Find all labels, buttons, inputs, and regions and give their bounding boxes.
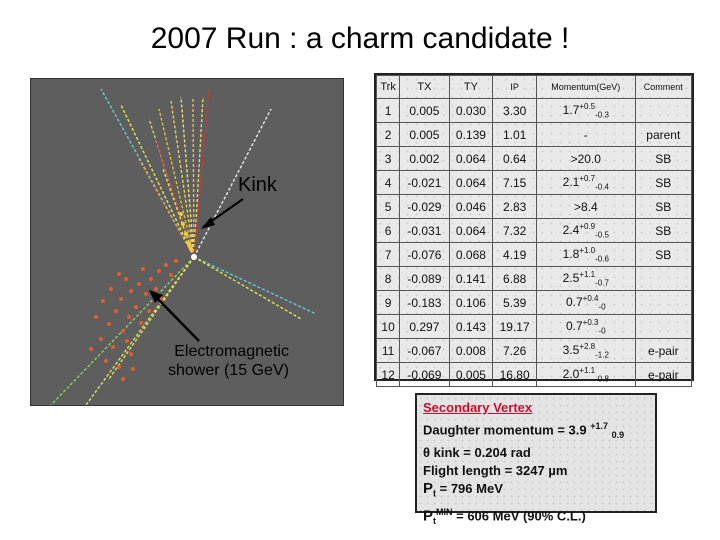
kink-label: Kink bbox=[238, 174, 277, 196]
cell-trk: 3 bbox=[377, 147, 400, 171]
momentum-value: >8.4 bbox=[573, 199, 598, 214]
ptmin-value: = 606 MeV (90% C.L.) bbox=[452, 507, 586, 523]
cell-tx: -0.067 bbox=[400, 339, 449, 363]
momentum-err-down: -0.8 bbox=[595, 374, 609, 384]
header-tx: TX bbox=[400, 76, 449, 99]
vertex-theta: θ kink = 0.204 rad bbox=[423, 444, 531, 460]
cell-comment: SB bbox=[635, 147, 691, 171]
ptmin-label: P bbox=[423, 506, 434, 524]
cell-comment bbox=[635, 99, 691, 123]
cell-ip: 2.83 bbox=[493, 195, 537, 219]
cell-trk: 8 bbox=[377, 267, 400, 291]
table-header-row bbox=[377, 76, 692, 99]
em-shower-label-line1: Electromagnetic bbox=[174, 343, 289, 360]
cell-ty: 0.068 bbox=[449, 243, 493, 267]
momentum-err-up: +1.1 bbox=[579, 365, 596, 375]
cell-ty: 0.005 bbox=[449, 363, 493, 387]
cell-comment: SB bbox=[635, 195, 691, 219]
momentum-err-up: +1.0 bbox=[579, 245, 596, 255]
cell-ty: 0.064 bbox=[449, 147, 493, 171]
cell-tx: 0.005 bbox=[400, 123, 449, 147]
cell-ty: 0.064 bbox=[449, 219, 493, 243]
cell-momentum bbox=[536, 291, 635, 315]
cell-ip: 5.39 bbox=[493, 291, 537, 315]
cell-ty: 0.046 bbox=[449, 195, 493, 219]
table-row bbox=[377, 267, 692, 291]
momentum-err-down: -0.4 bbox=[595, 182, 609, 192]
cell-ip: 7.15 bbox=[493, 171, 537, 195]
momentum-err-up: +0.3 bbox=[582, 317, 599, 327]
momentum-value: 1.8 bbox=[562, 246, 580, 261]
cell-ty: 0.064 bbox=[449, 171, 493, 195]
cell-ty: 0.141 bbox=[449, 267, 493, 291]
table-row bbox=[377, 339, 692, 363]
table-row bbox=[377, 315, 692, 339]
cell-ip: 6.88 bbox=[493, 267, 537, 291]
daughter-sup: +1.7 bbox=[590, 421, 609, 431]
cell-ty: 0.143 bbox=[449, 315, 493, 339]
cell-ty: 0.008 bbox=[449, 339, 493, 363]
momentum-err-down: -1.2 bbox=[595, 350, 609, 360]
track-table bbox=[374, 73, 694, 384]
cell-trk: 7 bbox=[377, 243, 400, 267]
cell-ip: 7.26 bbox=[493, 339, 537, 363]
cell-ty: 0.030 bbox=[449, 99, 493, 123]
cell-comment: SB bbox=[635, 171, 691, 195]
pt-sub: t bbox=[433, 488, 437, 499]
cell-tx: 0.005 bbox=[400, 99, 449, 123]
cell-momentum bbox=[536, 363, 635, 387]
momentum-err-down: -0.6 bbox=[595, 254, 609, 264]
cell-momentum bbox=[536, 315, 635, 339]
em-shower-label-line2: shower (15 GeV) bbox=[168, 362, 289, 379]
table-row bbox=[377, 363, 692, 387]
cell-momentum bbox=[536, 171, 635, 195]
table-row bbox=[377, 123, 692, 147]
cell-tx: -0.031 bbox=[400, 219, 449, 243]
header-ty: TY bbox=[449, 76, 493, 99]
table-row bbox=[377, 219, 692, 243]
cell-ty: 0.106 bbox=[449, 291, 493, 315]
momentum-err-down: -0.3 bbox=[595, 110, 609, 120]
momentum-err-up: +0.5 bbox=[579, 101, 596, 111]
momentum-value: 2.0 bbox=[562, 366, 580, 381]
cell-trk: 6 bbox=[377, 219, 400, 243]
momentum-err-down: -0 bbox=[598, 326, 606, 336]
vertex-flight: Flight length = 3247 µm bbox=[423, 462, 568, 478]
cell-momentum bbox=[536, 195, 635, 219]
pt-value: = 796 MeV bbox=[436, 480, 503, 496]
pt-label: P bbox=[423, 479, 434, 497]
cell-comment: e-pair bbox=[635, 363, 691, 387]
header-trk: Trk bbox=[377, 76, 400, 99]
vertex-heading: Secondary Vertex bbox=[423, 400, 533, 415]
cell-ip: 16.80 bbox=[493, 363, 537, 387]
momentum-value: 2.1 bbox=[562, 174, 580, 189]
cell-momentum bbox=[536, 219, 635, 243]
momentum-err-up: +0.9 bbox=[579, 221, 596, 231]
cell-ip: 4.19 bbox=[493, 243, 537, 267]
cell-trk: 5 bbox=[377, 195, 400, 219]
cell-ip: 19.17 bbox=[493, 315, 537, 339]
momentum-err-down: -0.5 bbox=[595, 230, 609, 240]
table-row bbox=[377, 147, 692, 171]
cell-tx: -0.076 bbox=[400, 243, 449, 267]
momentum-value: 2.5 bbox=[562, 270, 580, 285]
table-row bbox=[377, 243, 692, 267]
cell-trk: 10 bbox=[377, 315, 400, 339]
momentum-value: 2.4 bbox=[562, 222, 580, 237]
header-momentum: Momentum(GeV) bbox=[536, 76, 635, 99]
cell-ip: 0.64 bbox=[493, 147, 537, 171]
vertex-pt bbox=[423, 480, 649, 503]
cell-tx: -0.029 bbox=[400, 195, 449, 219]
momentum-value: 1.7 bbox=[562, 102, 580, 117]
vertex-daughter bbox=[423, 417, 649, 444]
em-shower-label bbox=[168, 342, 289, 380]
table-row bbox=[377, 291, 692, 315]
cell-ip: 3.30 bbox=[493, 99, 537, 123]
momentum-value: >20.0 bbox=[570, 151, 601, 166]
cell-comment bbox=[635, 291, 691, 315]
cell-trk: 4 bbox=[377, 171, 400, 195]
cell-comment: SB bbox=[635, 219, 691, 243]
momentum-err-down: -0 bbox=[598, 302, 606, 312]
momentum-value: 0.7 bbox=[565, 318, 583, 333]
table-row bbox=[377, 195, 692, 219]
ptmin-sub: t bbox=[433, 515, 437, 526]
cell-momentum bbox=[536, 243, 635, 267]
header-comment: Comment bbox=[635, 76, 691, 99]
secondary-vertex-box bbox=[415, 393, 657, 526]
cell-tx: 0.002 bbox=[400, 147, 449, 171]
cell-momentum bbox=[536, 147, 635, 171]
daughter-text: Daughter momentum = 3.9 bbox=[423, 422, 587, 438]
cell-trk: 2 bbox=[377, 123, 400, 147]
momentum-value: - bbox=[583, 127, 588, 142]
cell-momentum bbox=[536, 99, 635, 123]
momentum-err-down: -0.7 bbox=[595, 278, 609, 288]
table-row bbox=[377, 99, 692, 123]
slide-title: 2007 Run : a charm candidate ! bbox=[150, 22, 570, 55]
momentum-err-up: +1.1 bbox=[579, 269, 596, 279]
momentum-value: 0.7 bbox=[565, 294, 583, 309]
cell-tx: -0.089 bbox=[400, 267, 449, 291]
cell-comment bbox=[635, 315, 691, 339]
cell-momentum bbox=[536, 123, 635, 147]
cell-comment bbox=[635, 267, 691, 291]
cell-tx: -0.183 bbox=[400, 291, 449, 315]
header-ip: IP bbox=[493, 76, 537, 99]
cell-momentum bbox=[536, 339, 635, 363]
momentum-err-up: +0.7 bbox=[579, 173, 596, 183]
momentum-value: 3.5 bbox=[562, 342, 580, 357]
cell-trk: 9 bbox=[377, 291, 400, 315]
vertex-ptmin bbox=[423, 503, 649, 530]
daughter-sub: 0.9 bbox=[611, 429, 625, 440]
cell-ip: 7.32 bbox=[493, 219, 537, 243]
ptmin-sup: MIN bbox=[436, 506, 453, 517]
table-row bbox=[377, 171, 692, 195]
cell-tx: -0.069 bbox=[400, 363, 449, 387]
cell-ip: 1.01 bbox=[493, 123, 537, 147]
cell-comment: SB bbox=[635, 243, 691, 267]
cell-momentum bbox=[536, 267, 635, 291]
cell-comment: e-pair bbox=[635, 339, 691, 363]
cell-trk: 1 bbox=[377, 99, 400, 123]
cell-comment: parent bbox=[635, 123, 691, 147]
momentum-err-up: +0.4 bbox=[582, 293, 599, 303]
cell-tx: 0.297 bbox=[400, 315, 449, 339]
cell-ty: 0.139 bbox=[449, 123, 493, 147]
momentum-err-up: +2.8 bbox=[579, 341, 596, 351]
cell-trk: 12 bbox=[377, 363, 400, 387]
cell-trk: 11 bbox=[377, 339, 400, 363]
cell-tx: -0.021 bbox=[400, 171, 449, 195]
